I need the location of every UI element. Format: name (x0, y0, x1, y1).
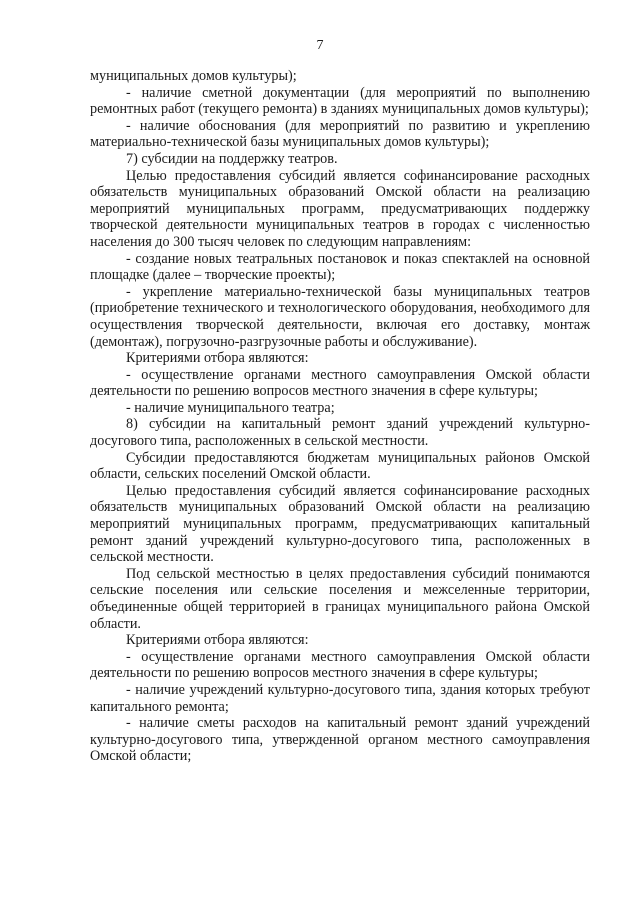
list-item: - создание новых театральных постановок и показ спектаклей на основной площадке (далее – творческие проекты); (90, 250, 590, 284)
criteria-heading: Критериями отбора являются: (126, 350, 309, 367)
paragraph: муниципальных домов культуры); (90, 68, 297, 84)
paragraph: - наличие обоснования (для мероприятий по развитию и укреплению материально-технической базы муниципальных домов культуры); (90, 117, 590, 151)
list-item: - осуществление органами местного самоуправления Омской области деятельности по решению вопросов местного значения в сфере культуры; (90, 648, 590, 682)
list-item: - осуществление органами местного самоуправления Омской области деятельности по решению вопросов местного значения в сфере культуры; (90, 366, 590, 400)
list-item: - наличие учреждений культурно-досугового типа, здания которых требуют капитального ремонта; (90, 681, 590, 715)
paragraph: Субсидии предоставляются бюджетам муниципальных районов Омской области, сельских поселений Омской области. (90, 449, 590, 483)
list-item: - наличие сметы расходов на капитальный ремонт зданий учреждений культурно-досугового типа, утвержденной органом местного самоуправления Омской области; (90, 715, 590, 765)
list-item: - укрепление материально-технической базы муниципальных театров (приобретение технического и технологического оборудования, необходимого для осуществления творческой деятельности, включая его доставку, монтаж (демонтаж), погрузочно-разгрузочные работы и обслуживание). (90, 283, 590, 350)
paragraph: Целью предоставления субсидий является софинансирование расходных обязательств муниципальных образований Омской области на реализацию мероприятий муниципальных программ, предусматривающих капитальный ремонт зданий учреждений культурно-досугового типа, расположенных в сельской местности. (90, 482, 590, 566)
paragraph: Целью предоставления субсидий является софинансирование расходных обязательств муниципальных образований Омской области на реализацию мероприятий муниципальных программ, предусматривающих поддержку творческой деятельности муниципальных театров в городах с численностью населения до 300 тысяч человек по следующим направлениям: (90, 167, 590, 250)
section-heading-7: 7) субсидии на поддержку театров. (126, 150, 338, 167)
paragraph: Под сельской местностью в целях предоставления субсидий понимаются сельские поселения или сельские поселения и межселенные территории, объединенные общей территорией в границах муниципального района Омской области. (90, 565, 590, 632)
paragraph: - наличие сметной документации (для мероприятий по выполнению ремонтных работ (текущего ремонта) в зданиях муниципальных домов культуры); (90, 84, 590, 118)
document-body (90, 68, 590, 765)
section-heading-8: 8) субсидии на капитальный ремонт зданий учреждений культурно-досугового типа, расположенных в сельской местности. (90, 416, 590, 450)
page-number: 7 (316, 38, 324, 53)
list-item: - наличие муниципального театра; (126, 399, 335, 416)
criteria-heading: Критериями отбора являются: (126, 632, 309, 649)
